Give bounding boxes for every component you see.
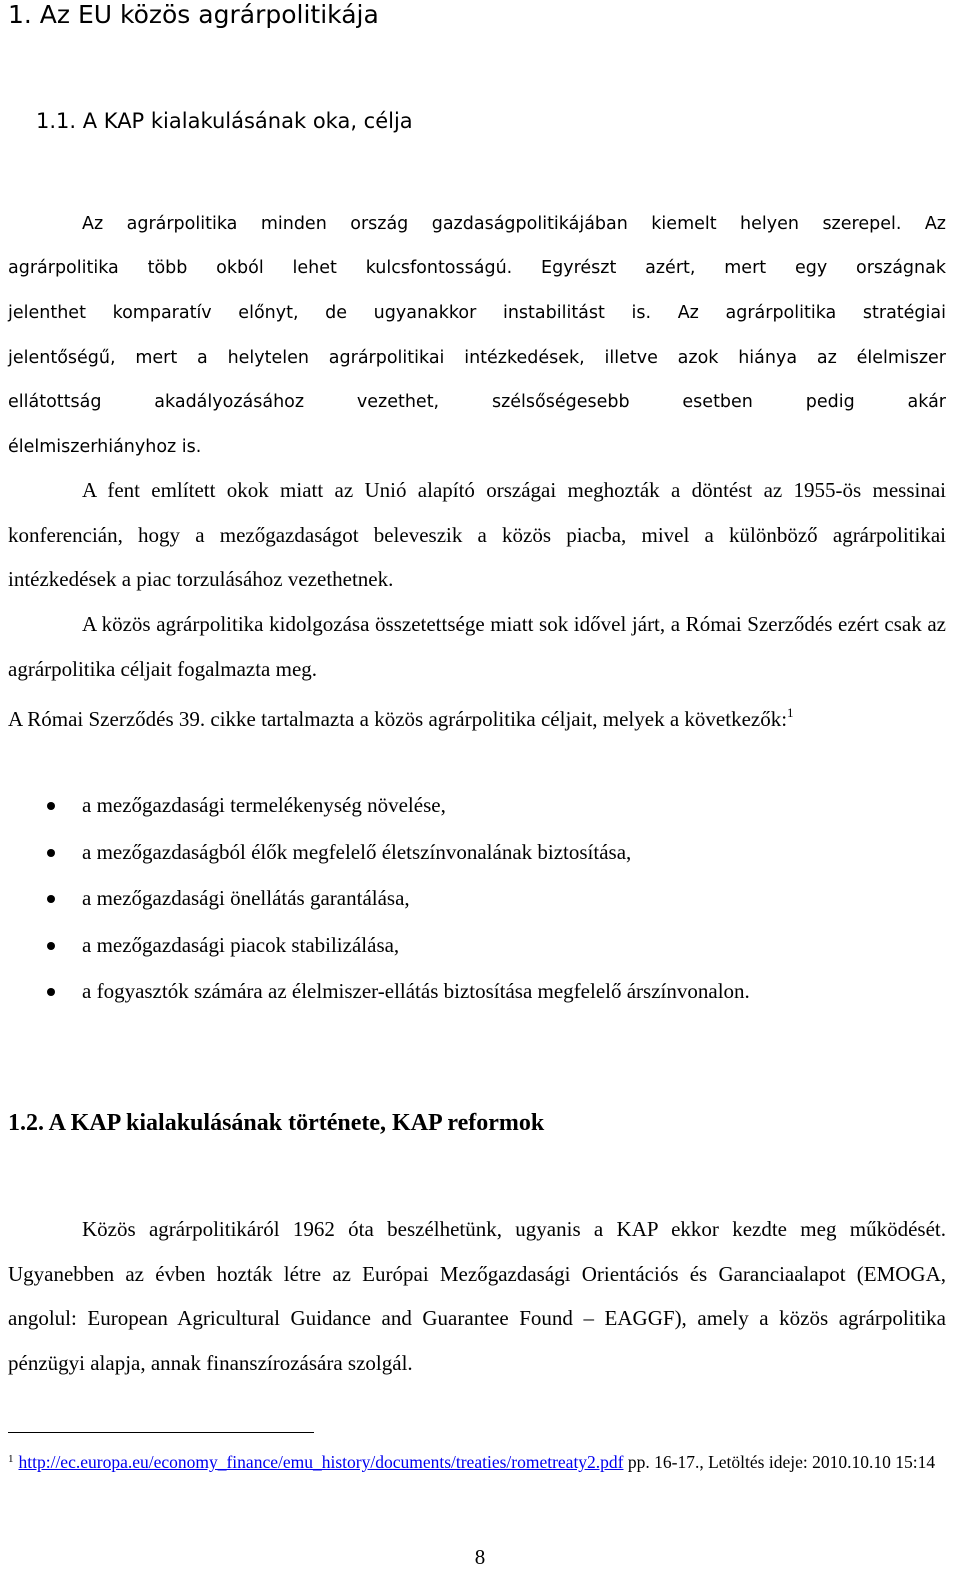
paragraph-2 [8,468,946,602]
heading-1: 1. Az EU közös agrárpolitikája [8,0,379,29]
list-item [0,782,750,829]
footnote-separator [8,1432,314,1433]
heading-2: 1.1. A KAP kialakulásának oka, célja [36,109,413,133]
list-item [0,829,750,876]
para1-line-6: élelmiszerhiányhoz is. [8,437,202,457]
list-item [0,922,750,969]
para1-line-1: Az agrárpolitika minden ország gazdaságpolitikájában kiemelt helyen szerepel. Az [82,214,946,234]
goals-list [0,782,750,1015]
paragraph-3 [8,602,946,691]
heading-3: 1.2. A KAP kialakulásának története, KAP reformok [8,1110,545,1136]
page-number: 8 [474,1545,486,1569]
bullet-icon [47,802,55,810]
footnote-reference[interactable]: 1 [787,705,794,720]
list-item [0,875,750,922]
paragraph-5 [8,1207,946,1385]
footnote [8,1447,948,1474]
para1-line-2: agrárpolitika több okból lehet kulcsfontosságú. Egyrészt azért, mert egy országnak [8,258,946,278]
list-item-text: a mezőgazdasági termelékenység növelése, [82,793,446,817]
bullet-icon [47,849,55,857]
list-item [0,968,750,1015]
para1-line-5: ellátottság akadályozásához vezethet, szélsőségesebb esetben pedig akár [8,392,946,412]
bullet-icon [47,895,55,903]
footnote-text: pp. 16-17., Letöltés ideje: 2010.10.10 15:14 [623,1452,936,1472]
list-item-text: a mezőgazdasági piacok stabilizálása, [82,932,400,957]
para1-line-4: jelentőségű, mert a helytelen agrárpolitikai intézkedések, illetve azok hiánya az élelmiszer [8,348,946,368]
paragraph-2-text: A fent említett okok miatt az Unió alapító országai meghozták a döntést az 1955-ös messinai konferencián, hogy a mezőgazdaságot beleveszik a közös piacba, mivel a különböző agrárpolitikai intézkedések a piac torzulásához vezethetnek. [8,478,946,591]
paragraph-4 [8,691,946,742]
list-item-text: a mezőgazdasági önellátás garantálása, [82,886,410,910]
paragraph-4-text: A Római Szerződés 39. cikke tartalmazta a közös agrárpolitika céljait, melyek a következők: [8,707,788,731]
paragraph-5-text: Közös agrárpolitikáról 1962 óta beszélhetünk, ugyanis a KAP ekkor kezdte meg működését. Ugyanebben az évben hozták létre az Európai Mezőgazdasági Orientációs és Garanciaalapot (EMOGA, angolul: European Agricultural Guidance and Guarantee Found – EAGGF), amely a közös agrárpolitika pénzügyi alapja, annak finanszírozására szolgál. [8,1217,946,1375]
bullet-icon [47,942,55,950]
list-item-text: a fogyasztók számára az élelmiszer-ellátás biztosítása megfelelő árszínvonalon. [82,979,750,1003]
para1-line-3: jelenthet komparatív előnyt, de ugyanakkor instabilitást is. Az agrárpolitika stratégiai [8,303,946,323]
footnote-link[interactable]: http://ec.europa.eu/economy_finance/emu_history/documents/treaties/rometreaty2.pdf [18,1452,624,1472]
list-item-text: a mezőgazdaságból élők megfelelő életszínvonalának biztosítása, [82,839,632,864]
bullet-icon [47,988,55,996]
footnote-number: 1 [8,1453,14,1465]
paragraph-3-text: A közös agrárpolitika kidolgozása összetettsége miatt sok idővel járt, a Római Szerződés ezért csak az agrárpolitika céljait fogalmazta meg. [8,612,946,681]
